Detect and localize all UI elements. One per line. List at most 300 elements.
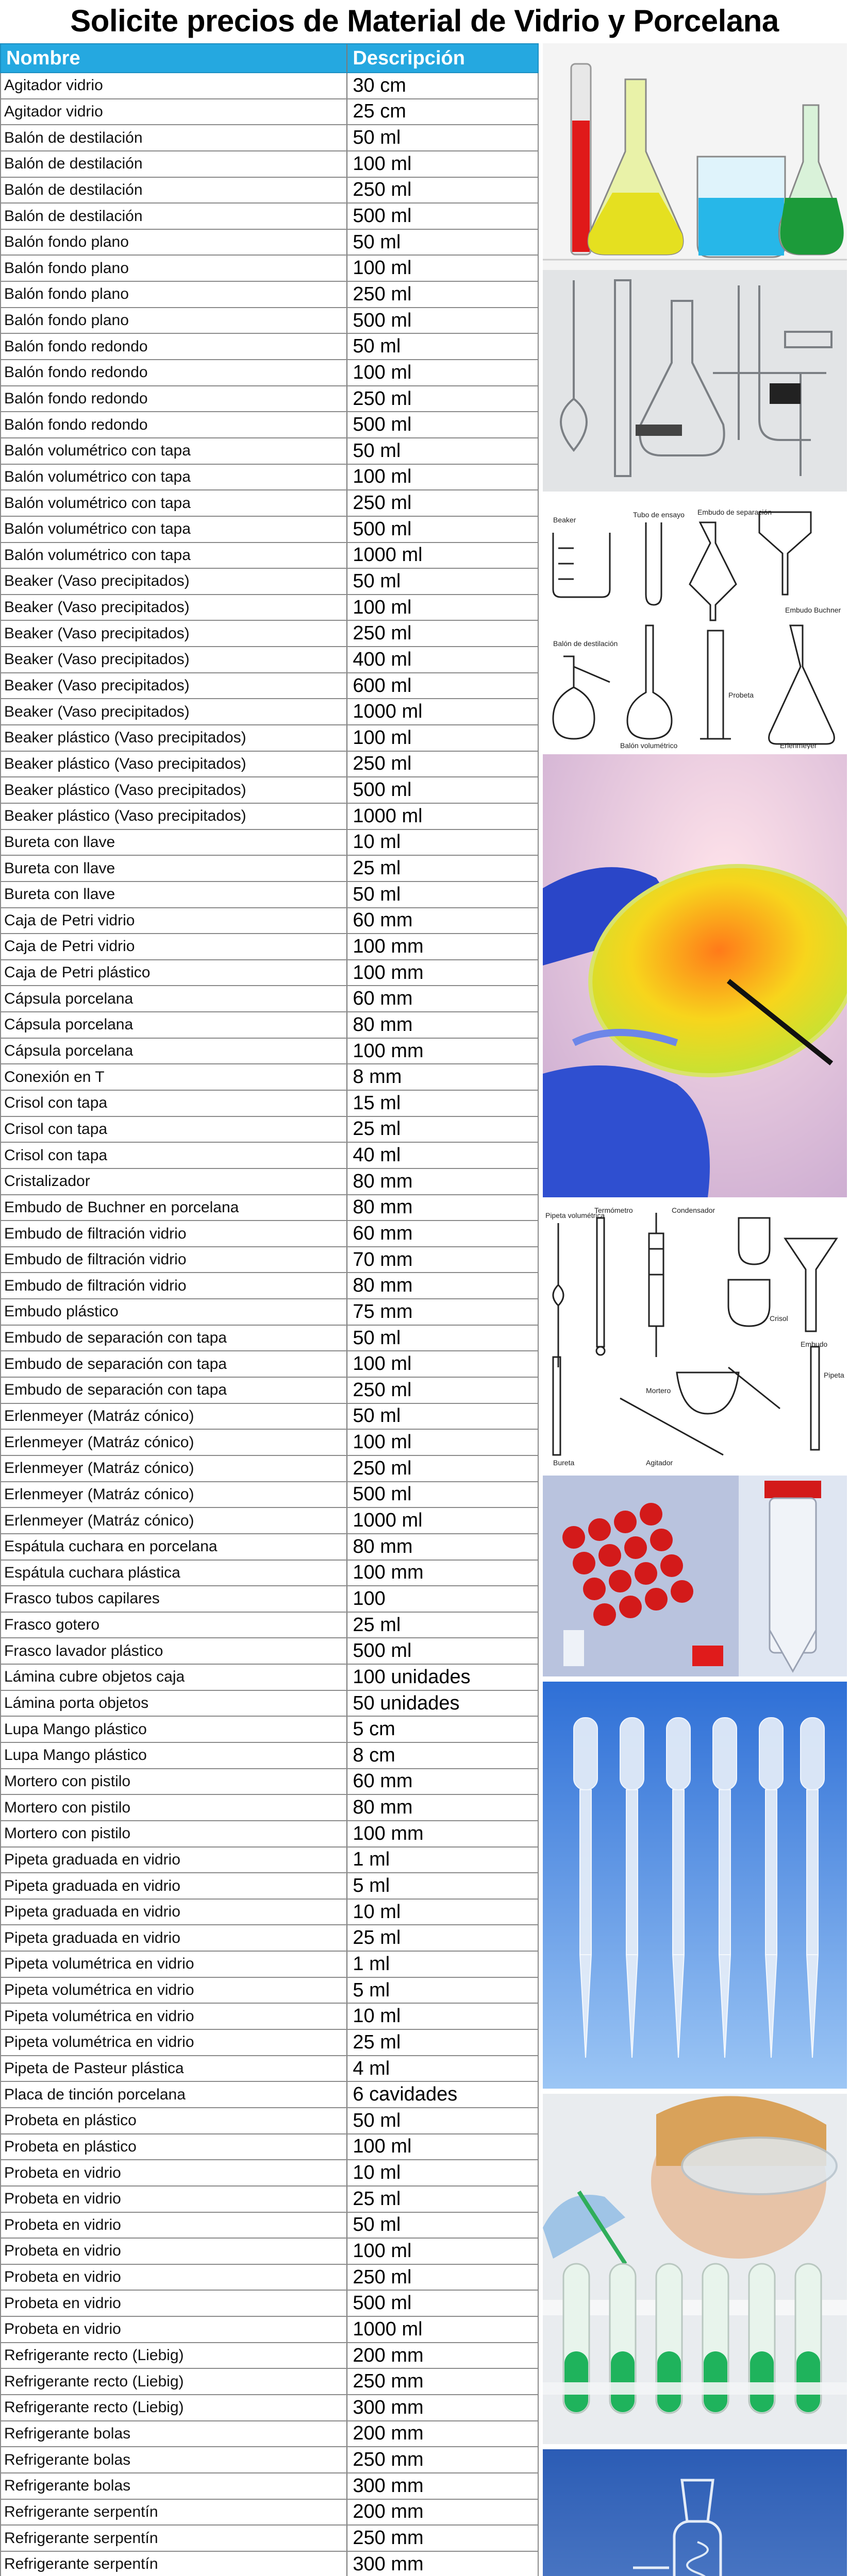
label-erlenmeyer: Erlenmeyer (780, 741, 817, 749)
table-row (0, 1952, 539, 1978)
table-row (0, 1195, 539, 1222)
item-name: Refrigerante recto (Liebig) (1, 2343, 347, 2368)
table-row (0, 934, 539, 960)
table-row (0, 1378, 539, 1404)
item-name: Crisol con tapa (1, 1117, 347, 1142)
item-description: 100 ml (353, 466, 412, 488)
item-name: Frasco lavador plástico (1, 1638, 347, 1664)
table-row (0, 1769, 539, 1795)
item-description: 1000 ml (353, 544, 423, 566)
table-row (0, 490, 539, 517)
table-row (0, 960, 539, 987)
item-name: Pipeta graduada en vidrio (1, 1900, 347, 1925)
item-name: Lámina porta objetos (1, 1691, 347, 1716)
item-name: Mortero con pistilo (1, 1821, 347, 1846)
item-description: 500 ml (353, 1483, 412, 1505)
coil-condenser-photo (543, 2449, 847, 2576)
item-description: 4 ml (353, 2057, 390, 2079)
item-description: 500 ml (353, 414, 412, 436)
table-row (0, 1039, 539, 1065)
label-crisol: Crisol (770, 1314, 788, 1323)
item-description: 500 ml (353, 205, 412, 227)
item-name: Probeta en vidrio (1, 2291, 347, 2316)
item-name: Erlenmeyer (Matráz cónico) (1, 1404, 347, 1429)
item-description: 60 mm (353, 1223, 413, 1244)
item-description: 50 ml (353, 2109, 401, 2131)
item-description: 250 mm (353, 2370, 424, 2393)
header-description: Descripción (353, 47, 465, 69)
item-name: Refrigerante recto (Liebig) (1, 2369, 347, 2394)
colored-flasks-photo (543, 43, 847, 270)
item-description: 15 ml (353, 1092, 401, 1114)
table-row (0, 2317, 539, 2343)
table-row (0, 1586, 539, 1613)
table-row (0, 1326, 539, 1352)
item-name: Crisol con tapa (1, 1091, 347, 1116)
item-name: Erlenmeyer (Matráz cónico) (1, 1430, 347, 1455)
materials-table (0, 43, 539, 2576)
item-description: 50 ml (353, 883, 401, 905)
item-description: 50 ml (353, 335, 401, 358)
table-row (0, 752, 539, 778)
image-column (539, 43, 849, 2576)
table-row (0, 2056, 539, 2082)
item-description: 600 ml (353, 674, 412, 697)
item-name: Balón volumétrico con tapa (1, 438, 347, 464)
item-name: Erlenmeyer (Matráz cónico) (1, 1456, 347, 1481)
table-row (0, 2473, 539, 2500)
item-name: Beaker (Vaso precipitados) (1, 621, 347, 646)
item-name: Balón de destilación (1, 125, 347, 150)
item-name: Caja de Petri plástico (1, 960, 347, 986)
table-row (0, 2265, 539, 2291)
item-description: 100 mm (353, 1562, 424, 1584)
item-description: 80 mm (353, 1275, 413, 1297)
item-description: 300 mm (353, 2475, 424, 2497)
table-row (0, 2526, 539, 2552)
label-bureta: Bureta (553, 1459, 575, 1467)
item-description: 100 ml (353, 152, 412, 175)
item-name: Embudo de filtración vidrio (1, 1221, 347, 1246)
table-row (0, 360, 539, 386)
label-termometro: Termómetro (594, 1206, 633, 1214)
item-name: Refrigerante recto (Liebig) (1, 2395, 347, 2420)
table-row (0, 1012, 539, 1039)
item-description: 250 ml (353, 283, 412, 305)
item-name: Probeta en vidrio (1, 2239, 347, 2264)
table-row (0, 1299, 539, 1326)
item-name: Balón de destilación (1, 178, 347, 203)
table-row (0, 1117, 539, 1143)
item-name: Probeta en plástico (1, 2134, 347, 2160)
item-description: 100 ml (353, 361, 412, 383)
centrifuge-tubes-photo (543, 1476, 847, 1676)
item-description: 1000 ml (353, 1510, 423, 1532)
item-description: 250 ml (353, 1379, 412, 1401)
table-row (0, 1848, 539, 1874)
table-row (0, 1665, 539, 1691)
item-description: 25 cm (353, 100, 406, 123)
item-name: Bureta con llave (1, 830, 347, 855)
label-probeta: Probeta (728, 691, 754, 699)
item-name: Balón volumétrico con tapa (1, 490, 347, 516)
item-name: Caja de Petri vidrio (1, 908, 347, 934)
label-mortero: Mortero (646, 1386, 671, 1395)
item-name: Lámina cubre objetos caja (1, 1665, 347, 1690)
lab-instruments-diagram (543, 1202, 847, 1470)
item-name: Balón fondo redondo (1, 412, 347, 437)
item-description: 100 ml (353, 257, 412, 279)
item-description: 100 ml (353, 596, 412, 618)
item-description: 100 (353, 1587, 386, 1609)
header-name: Nombre (1, 44, 347, 72)
item-description: 1 ml (353, 1849, 390, 1871)
item-name: Cápsula porcelana (1, 986, 347, 1011)
item-name: Balón fondo redondo (1, 360, 347, 385)
item-description: 200 mm (353, 2501, 424, 2523)
table-row (0, 282, 539, 308)
table-row (0, 1873, 539, 1900)
item-name: Beaker plástico (Vaso precipitados) (1, 804, 347, 829)
table-row (0, 1821, 539, 1848)
table-row (0, 2291, 539, 2317)
item-name: Pipeta volumétrica en vidrio (1, 2004, 347, 2029)
item-description: 80 mm (353, 1170, 413, 1192)
scientist-test-tubes-photo (543, 2094, 847, 2444)
table-row (0, 73, 539, 99)
item-name: Embudo de Buchner en porcelana (1, 1195, 347, 1221)
item-name: Balón fondo plano (1, 282, 347, 307)
item-name: Pipeta graduada en vidrio (1, 1848, 347, 1873)
item-name: Placa de tinción porcelana (1, 2082, 347, 2107)
table-row (0, 1613, 539, 1639)
table-row (0, 2552, 539, 2576)
item-description: 250 ml (353, 179, 412, 201)
glass-apparatus-photo (543, 270, 847, 492)
item-description: 500 ml (353, 518, 412, 540)
table-row (0, 569, 539, 595)
table-row (0, 1717, 539, 1743)
item-name: Cristalizador (1, 1169, 347, 1194)
item-name: Refrigerante bolas (1, 2447, 347, 2472)
item-description: 1 ml (353, 1953, 390, 1975)
table-row (0, 1430, 539, 1456)
item-name: Balón fondo plano (1, 308, 347, 333)
item-description: 10 ml (353, 1901, 401, 1923)
item-name: Pipeta graduada en vidrio (1, 1873, 347, 1899)
table-row (0, 1925, 539, 1952)
item-description: 250 mm (353, 2449, 424, 2471)
item-name: Pipeta volumétrica en vidrio (1, 1952, 347, 1977)
item-name: Balón fondo redondo (1, 386, 347, 412)
item-description: 250 ml (353, 1457, 412, 1479)
table-row (0, 1534, 539, 1561)
item-description: 60 mm (353, 1770, 413, 1792)
item-description: 60 mm (353, 988, 413, 1010)
label-pipeta: Pipeta (824, 1371, 844, 1379)
item-description: 50 ml (353, 127, 401, 149)
item-description: 1000 ml (353, 805, 423, 827)
label-agitador: Agitador (646, 1459, 673, 1467)
table-row (0, 2082, 539, 2108)
table-row (0, 1691, 539, 1717)
item-description: 80 mm (353, 1196, 413, 1218)
table-row (0, 99, 539, 126)
item-name: Probeta en vidrio (1, 2265, 347, 2290)
item-description: 50 ml (353, 1405, 401, 1427)
table-row (0, 804, 539, 830)
item-description: 25 ml (353, 857, 401, 879)
table-row (0, 856, 539, 882)
item-description: 100 ml (353, 2136, 412, 2158)
table-row (0, 334, 539, 360)
item-name: Probeta en vidrio (1, 2160, 347, 2185)
item-name: Probeta en plástico (1, 2108, 347, 2133)
table-row (0, 125, 539, 151)
item-description: 10 ml (353, 831, 401, 853)
label-pipeta-vol: Pipeta volumétrica (545, 1211, 605, 1219)
item-description: 500 ml (353, 1640, 412, 1662)
item-name: Probeta en vidrio (1, 2317, 347, 2342)
table-row (0, 1247, 539, 1274)
table-row (0, 2134, 539, 2161)
table-row (0, 1169, 539, 1195)
item-description: 100 ml (353, 726, 412, 749)
table-row (0, 2187, 539, 2213)
item-name: Frasco gotero (1, 1613, 347, 1638)
item-description: 100 unidades (353, 1666, 471, 1688)
table-body (0, 73, 539, 2576)
table-row (0, 882, 539, 908)
item-name: Balón volumétrico con tapa (1, 517, 347, 542)
item-description: 70 mm (353, 1248, 413, 1270)
item-description: 5 cm (353, 1718, 395, 1740)
item-description: 6 cavidades (353, 2083, 458, 2106)
item-description: 80 mm (353, 1797, 413, 1819)
label-tubo: Tubo de ensayo (633, 511, 685, 519)
table-row (0, 517, 539, 543)
item-description: 25 ml (353, 2188, 401, 2210)
item-name: Beaker (Vaso precipitados) (1, 569, 347, 594)
item-description: 100 mm (353, 961, 424, 984)
item-description: 1000 ml (353, 2318, 423, 2340)
item-description: 50 ml (353, 439, 401, 462)
item-description: 40 ml (353, 1144, 401, 1166)
table-row (0, 621, 539, 647)
item-name: Cápsula porcelana (1, 1039, 347, 1064)
item-description: 80 mm (353, 1535, 413, 1557)
item-name: Refrigerante bolas (1, 2473, 347, 2499)
item-description: 250 ml (353, 387, 412, 410)
table-row (0, 2447, 539, 2473)
table-row (0, 1221, 539, 1247)
item-name: Balón fondo redondo (1, 334, 347, 359)
label-embudo: Embudo (801, 1340, 828, 1348)
table-row (0, 2421, 539, 2448)
item-description: 50 ml (353, 231, 401, 253)
table-row (0, 673, 539, 700)
item-description: 100 mm (353, 935, 424, 957)
item-description: 250 ml (353, 622, 412, 645)
item-name: Frasco tubos capilares (1, 1586, 347, 1612)
table-row (0, 2030, 539, 2056)
table-row (0, 986, 539, 1012)
item-description: 500 ml (353, 779, 412, 801)
item-name: Beaker (Vaso precipitados) (1, 699, 347, 724)
item-name: Balón volumétrico con tapa (1, 543, 347, 568)
table-row (0, 1482, 539, 1509)
item-description: 100 ml (353, 2240, 412, 2262)
table-row (0, 230, 539, 256)
label-buchner: Embudo Buchner (785, 606, 841, 614)
table-row (0, 308, 539, 334)
item-description: 10 ml (353, 2162, 401, 2184)
table-row (0, 777, 539, 804)
item-name: Balón volumétrico con tapa (1, 465, 347, 490)
item-description: 50 ml (353, 2214, 401, 2236)
item-description: 50 unidades (353, 1692, 460, 1714)
item-name: Erlenmeyer (Matráz cónico) (1, 1508, 347, 1533)
item-name: Embudo de separación con tapa (1, 1351, 347, 1377)
item-description: 50 ml (353, 1327, 401, 1349)
item-name: Cápsula porcelana (1, 1012, 347, 1038)
table-row (0, 204, 539, 230)
table-row (0, 386, 539, 413)
item-name: Refrigerante serpentín (1, 2500, 347, 2525)
label-embudo-sep: Embudo de separación (697, 508, 772, 516)
item-description: 100 ml (353, 1431, 412, 1453)
item-name: Beaker plástico (Vaso precipitados) (1, 752, 347, 777)
table-row (0, 1064, 539, 1091)
item-name: Caja de Petri vidrio (1, 934, 347, 959)
page-title: Solicite precios de Material de Vidrio y Porcelana (70, 3, 779, 38)
item-description: 75 mm (353, 1300, 413, 1323)
item-description: 500 ml (353, 309, 412, 331)
item-name: Crisol con tapa (1, 1143, 347, 1168)
item-name: Conexión en T (1, 1064, 347, 1090)
table-row (0, 1143, 539, 1169)
item-description: 50 ml (353, 570, 401, 592)
item-name: Bureta con llave (1, 856, 347, 881)
table-row (0, 2239, 539, 2265)
item-description: 8 cm (353, 1744, 395, 1766)
item-name: Balón de destilación (1, 204, 347, 229)
table-row (0, 178, 539, 204)
item-description: 200 mm (353, 2344, 424, 2366)
label-balon-vol: Balón volumétrico (620, 741, 678, 749)
item-name: Pipeta volumétrica en vidrio (1, 1978, 347, 2003)
item-description: 60 mm (353, 909, 413, 931)
table-row (0, 2343, 539, 2369)
table-row (0, 465, 539, 491)
item-description: 1000 ml (353, 701, 423, 723)
item-name: Refrigerante serpentín (1, 2526, 347, 2551)
item-name: Lupa Mango plástico (1, 1717, 347, 1742)
item-name: Mortero con pistilo (1, 1795, 347, 1820)
item-name: Embudo de filtración vidrio (1, 1273, 347, 1298)
table-row (0, 1273, 539, 1299)
item-name: Bureta con llave (1, 882, 347, 907)
item-description: 250 ml (353, 492, 412, 514)
table-row (0, 2369, 539, 2395)
table-row (0, 1638, 539, 1665)
item-description: 100 ml (353, 1353, 412, 1375)
table-row (0, 1508, 539, 1534)
table-row (0, 2213, 539, 2239)
item-description: 25 ml (353, 2031, 401, 2053)
item-name: Beaker (Vaso precipitados) (1, 673, 347, 699)
item-description: 25 ml (353, 1927, 401, 1949)
item-name: Balón de destilación (1, 151, 347, 177)
item-description: 300 mm (353, 2396, 424, 2418)
item-description: 200 mm (353, 2422, 424, 2445)
table-row (0, 908, 539, 935)
item-name: Erlenmeyer (Matráz cónico) (1, 1482, 347, 1507)
table-row (0, 543, 539, 569)
table-row (0, 699, 539, 725)
table-row (0, 2395, 539, 2421)
table-row (0, 438, 539, 465)
item-description: 250 mm (353, 2527, 424, 2549)
item-description: 400 ml (353, 648, 412, 670)
table-row (0, 1795, 539, 1821)
item-description: 250 ml (353, 2266, 412, 2288)
label-balon-dest: Balón de destilación (553, 639, 618, 648)
item-name: Espátula cuchara en porcelana (1, 1534, 347, 1560)
table-row (0, 725, 539, 752)
item-name: Probeta en vidrio (1, 2187, 347, 2212)
item-name: Agitador vidrio (1, 73, 347, 98)
item-description: 8 mm (353, 1066, 402, 1088)
item-description: 10 ml (353, 2005, 401, 2027)
table-row (0, 1456, 539, 1482)
item-name: Embudo de separación con tapa (1, 1378, 347, 1403)
table-header (0, 43, 539, 73)
item-name: Pipeta volumétrica en vidrio (1, 2030, 347, 2055)
table-row (0, 1351, 539, 1378)
item-name: Lupa Mango plástico (1, 1743, 347, 1768)
pasteur-pipettes-photo (543, 1682, 847, 2089)
item-name: Espátula cuchara plástica (1, 1561, 347, 1586)
item-description: 5 ml (353, 1979, 390, 2001)
table-row (0, 256, 539, 282)
item-description: 250 ml (353, 753, 412, 775)
table-row (0, 412, 539, 438)
item-name: Beaker plástico (Vaso precipitados) (1, 725, 347, 751)
table-row (0, 595, 539, 621)
table-row (0, 2004, 539, 2030)
item-name: Beaker (Vaso precipitados) (1, 647, 347, 672)
item-name: Mortero con pistilo (1, 1769, 347, 1794)
item-name: Embudo plástico (1, 1299, 347, 1325)
item-description: 30 cm (353, 74, 406, 96)
table-row (0, 151, 539, 178)
table-row (0, 647, 539, 673)
table-row (0, 1900, 539, 1926)
item-name: Embudo de filtración vidrio (1, 1247, 347, 1273)
item-description: 80 mm (353, 1013, 413, 1036)
table-row (0, 1404, 539, 1430)
item-description: 25 ml (353, 1118, 401, 1140)
item-description: 25 ml (353, 1614, 401, 1636)
item-description: 100 mm (353, 1822, 424, 1844)
item-description: 5 ml (353, 1875, 390, 1897)
item-name: Pipeta de Pasteur plástica (1, 2056, 347, 2081)
item-description: 500 ml (353, 2292, 412, 2314)
item-name: Probeta en vidrio (1, 2213, 347, 2238)
table-row (0, 2160, 539, 2187)
item-name: Refrigerante serpentín (1, 2552, 347, 2576)
